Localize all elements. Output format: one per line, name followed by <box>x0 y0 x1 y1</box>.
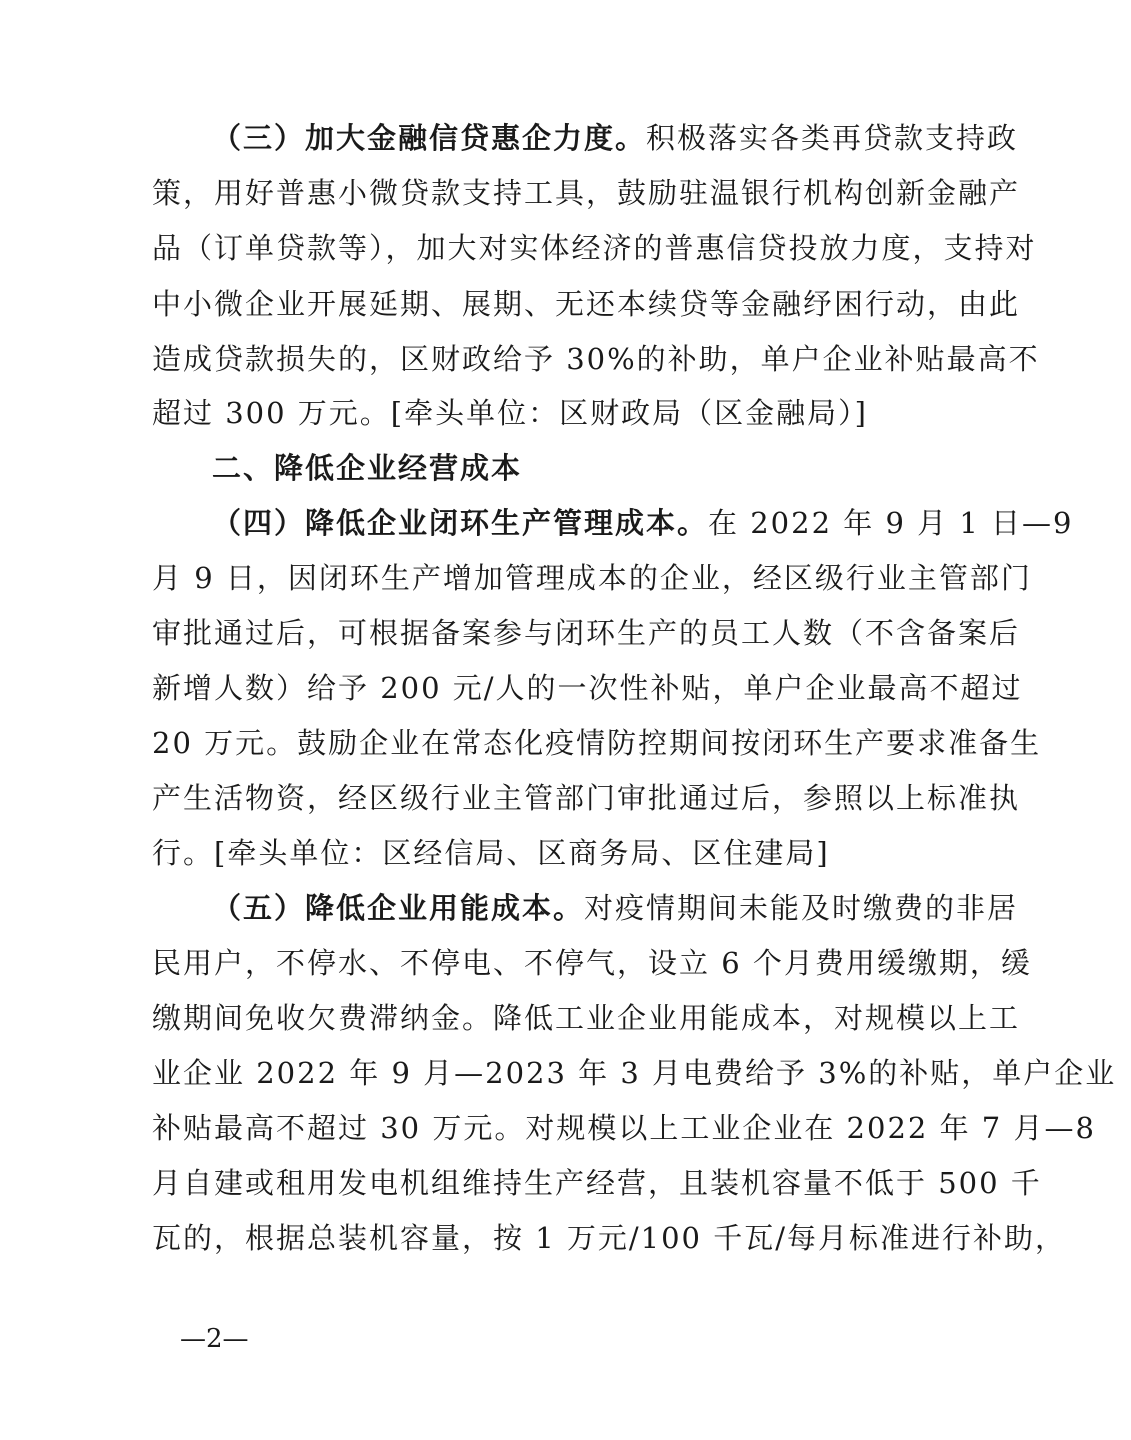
paragraph-5-line-4: 业企业 2022 年 9 月—2023 年 3 月电费给予 3%的补贴，单户企业 <box>152 1056 1117 1090</box>
paragraph-5-line-5: 补贴最高不超过 30 万元。对规模以上工业企业在 2022 年 7 月—8 <box>152 1111 1096 1145</box>
paragraph-3-line-1 <box>212 118 1019 158</box>
paragraph-4-line-4: 新增人数）给予 200 元/人的一次性补贴，单户企业最高不超过 <box>152 671 1023 705</box>
paragraph-5-text: 对疫情期间未能及时缴费的非居 <box>584 891 1019 925</box>
paragraph-4-line-3: 审批通过后，可根据备案参与闭环生产的员工人数（不含备案后 <box>152 616 1021 650</box>
paragraph-3-line-6: 超过 300 万元。[牵头单位：区财政局（区金融局）] <box>152 396 868 430</box>
paragraph-3-text: 积极落实各类再贷款支持政 <box>646 121 1019 155</box>
paragraph-3-heading: （三）加大金融信贷惠企力度。 <box>212 121 647 155</box>
paragraph-4-line-5: 20 万元。鼓励企业在常态化疫情防控期间按闭环生产要求准备生 <box>152 726 1042 760</box>
paragraph-5-line-6: 月自建或租用发电机组维持生产经营，且装机容量不低于 500 千 <box>152 1166 1042 1200</box>
paragraph-5-line-7: 瓦的，根据总装机容量，按 1 万元/100 千瓦/每月标准进行补助， <box>152 1221 1066 1255</box>
paragraph-4-heading: （四）降低企业闭环生产管理成本。 <box>212 506 709 540</box>
paragraph-3-line-5: 造成贷款损失的，区财政给予 30%的补助，单户企业补贴最高不 <box>152 342 1040 376</box>
paragraph-4-line-1 <box>212 503 1074 543</box>
page-number: —2— <box>180 1324 249 1354</box>
paragraph-3-line-4: 中小微企业开展延期、展期、无还本续贷等金融纾困行动，由此 <box>152 287 1021 321</box>
paragraph-4-line-7: 行。[牵头单位：区经信局、区商务局、区住建局] <box>152 836 830 870</box>
paragraph-5-heading: （五）降低企业用能成本。 <box>212 891 585 925</box>
section-heading: 二、降低企业经营成本 <box>212 451 523 485</box>
paragraph-4-text: 在 2022 年 9 月 1 日—9 <box>708 506 1074 540</box>
paragraph-3-line-2: 策，用好普惠小微贷款支持工具，鼓励驻温银行机构创新金融产 <box>152 176 1021 210</box>
paragraph-5-line-2: 民用户，不停水、不停电、不停气，设立 6 个月费用缓缴期，缓 <box>152 946 1032 980</box>
paragraph-5-line-3: 缴期间免收欠费滞纳金。降低工业企业用能成本，对规模以上工 <box>152 1001 1021 1035</box>
paragraph-3-line-3: 品（订单贷款等），加大对实体经济的普惠信贷投放力度，支持对 <box>152 231 1037 265</box>
paragraph-4-line-2: 月 9 日，因闭环生产增加管理成本的企业，经区级行业主管部门 <box>152 561 1032 595</box>
paragraph-5-line-1 <box>212 888 1019 928</box>
paragraph-4-line-6: 产生活物资，经区级行业主管部门审批通过后，参照以上标准执 <box>152 781 1021 815</box>
